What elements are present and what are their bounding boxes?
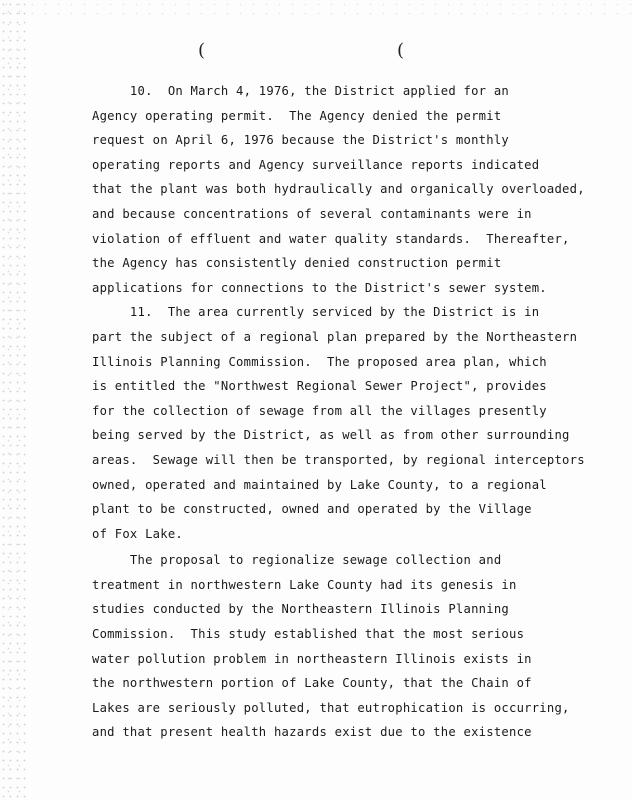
text-line: areas. Sewage will then be transported, by regional interceptors	[92, 452, 585, 467]
text-line: the Agency has consistently denied construction permit	[92, 256, 502, 271]
text-line: 11. The area currently serviced by the District is in	[92, 305, 540, 320]
text-line: request on April 6, 1976 because the District's monthly	[92, 133, 509, 148]
text-line: Agency operating permit. The Agency denied the permit	[92, 108, 502, 123]
text-line: operating reports and Agency surveillance reports indicated	[92, 157, 540, 172]
text-line: Lakes are seriously polluted, that eutrophication is occurring,	[92, 700, 570, 715]
text-line: applications for connections to the District's sewer system.	[92, 280, 547, 295]
text-line: studies conducted by the Northeastern Illinois Planning	[92, 602, 509, 617]
text-line: water pollution problem in northeastern Illinois exists in	[92, 651, 532, 666]
text-line: Illinois Planning Commission. The proposed area plan, which	[92, 354, 547, 369]
text-line: being served by the District, as well as from other surrounding	[92, 428, 570, 443]
text-line: Commission. This study established that the most serious	[92, 627, 525, 642]
text-line: part the subject of a regional plan prepared by the Northeastern	[92, 329, 578, 344]
text-line: The proposal to regionalize sewage collection and	[92, 553, 502, 568]
text-line: treatment in northwestern Lake County had its genesis in	[92, 577, 517, 592]
text-line: violation of effluent and water quality standards. Thereafter,	[92, 231, 570, 246]
text-line: the northwestern portion of Lake County, that the Chain of	[92, 676, 532, 691]
text-line: and that present health hazards exist due to the existence	[92, 725, 532, 740]
text-line: 10. On March 4, 1976, the District applied for an	[92, 84, 509, 98]
scan-noise-top-edge	[0, 0, 632, 18]
text-line: for the collection of sewage from all the villages presently	[92, 403, 547, 418]
text-line: owned, operated and maintained by Lake County, to a regional	[92, 477, 547, 492]
text-line: plant to be constructed, owned and operated by the Village	[92, 502, 532, 517]
binder-mark-left: (	[198, 40, 206, 61]
text-line: is entitled the "Northwest Regional Sewer Project", provides	[92, 379, 547, 394]
binder-mark-right: (	[397, 40, 405, 61]
text-line: that the plant was both hydraulically and organically overloaded,	[92, 182, 585, 197]
scan-noise-left-edge	[0, 0, 26, 800]
document-body	[92, 79, 592, 745]
text-line: and because concentrations of several contaminants were in	[92, 206, 532, 221]
text-line: of Fox Lake.	[92, 526, 183, 541]
